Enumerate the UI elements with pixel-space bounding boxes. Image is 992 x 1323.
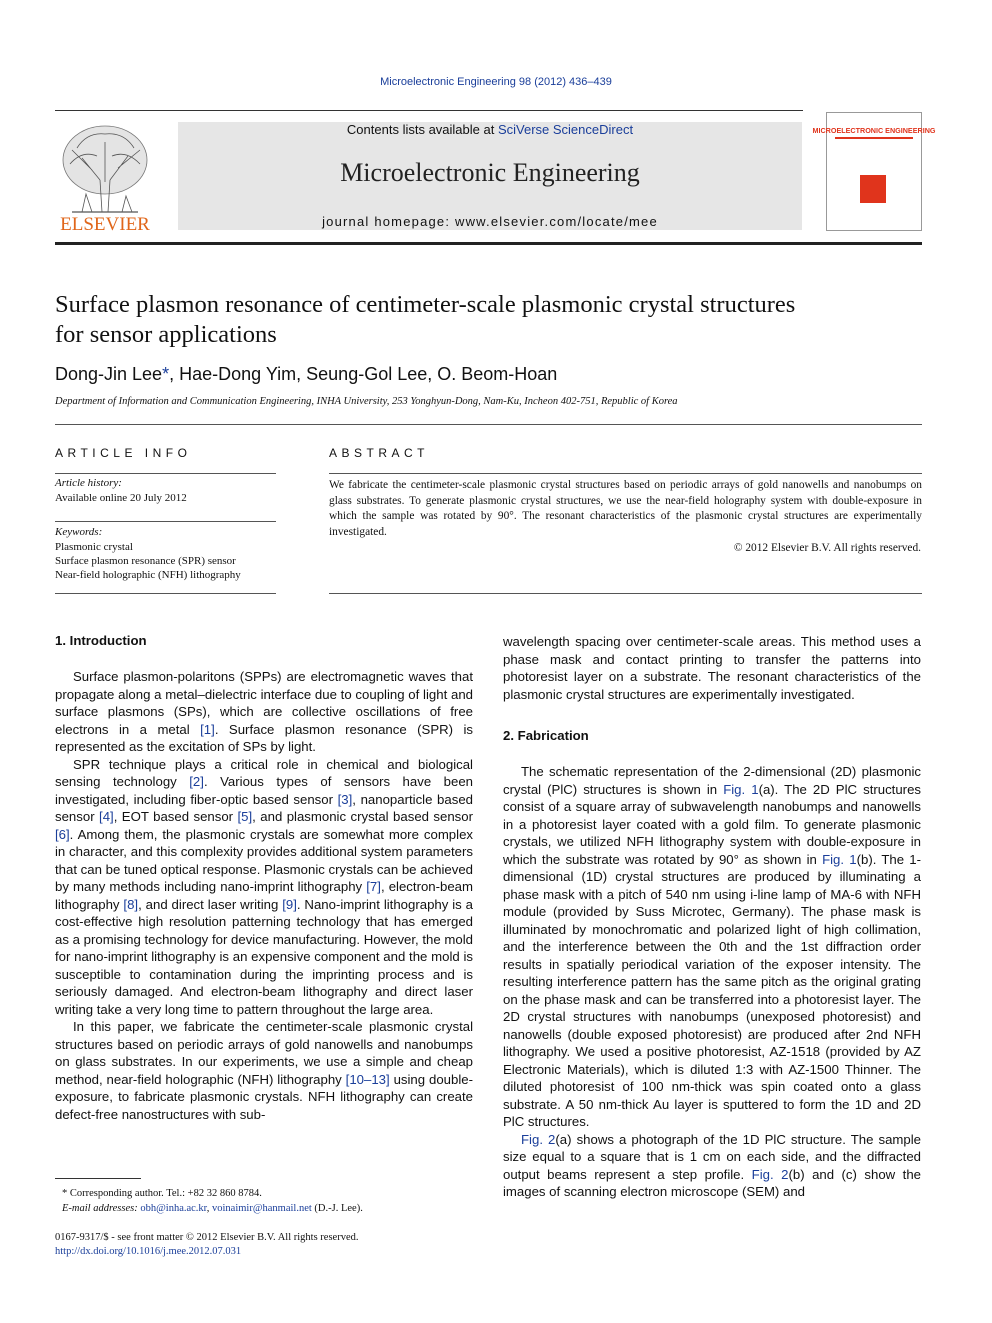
journal-homepage [178, 214, 802, 229]
right-column [503, 763, 921, 1201]
author-name: Dong-Jin Lee [55, 364, 163, 384]
citation-link[interactable]: [6] [55, 826, 70, 842]
paragraph: wavelength spacing over centimeter-scale areas. This method uses a phase mask and contact printing to transfer the patterns into photoresist layer on a substrate. The resonant characteristics of the plasmonic crystal structures are experimentally investigated. [503, 634, 921, 702]
abstract-heading: ABSTRACT [329, 446, 430, 460]
elsevier-tree-icon [52, 120, 158, 236]
paragraph: Fig. 2(a) shows a photograph of the 1D PlC structure. The sample size equal to a square that is 1 cm on each side, and the diffracted output beams represent a step profile. Fig. 2(b) and (c) show the images of scanning electron microscope (SEM) and [503, 1131, 921, 1199]
corresponding-author-marker[interactable]: * [162, 364, 170, 384]
homepage-link[interactable]: www.elsevier.com/locate/mee [454, 214, 658, 229]
citation-link[interactable]: [7] [366, 879, 381, 894]
author-list [55, 364, 557, 385]
email-link[interactable]: voinaimir@hanmail.net [212, 1203, 312, 1214]
keywords-label: Keywords: [55, 526, 103, 538]
issn-block [55, 1231, 358, 1259]
left-column [55, 668, 473, 1123]
keyword: Surface plasmon resonance (SPR) sensor [55, 555, 236, 567]
keywords-list [55, 540, 241, 582]
right-column-top [503, 633, 921, 703]
author-names: , Hae-Dong Yim, Seung-Gol Lee, O. Beom-Hoan [169, 364, 558, 384]
contents-line [178, 122, 802, 137]
figure-link[interactable]: Fig. 2 [751, 1166, 789, 1182]
title-line-2: for sensor applications [55, 321, 277, 348]
citation-link[interactable]: [4] [99, 809, 114, 824]
paragraph: The schematic representation of the 2-dimensional (2D) plasmonic crystal (PlC) structures is shown in Fig. 1(a). The 2D PlC structures consist of a square array of subwavelength nanobumps and nanowells in a photoresist layer coated with a gold film. To generate plasmonic crystals, we utilized NFH lithography system with double-exposure in which the substrate was rotated by 90° as shown in Fig. 1(b). The 1-dimensional (1D) crystal structures are produced by illuminating a phase mask with a pitch of 540 nm using i-line lamp of MA-6 with NFH module (provided by Suss Microtec, Germany). The phase mask is illuminated by monochromatic and polarized light of high collimation, and the interference between the 0th and the 1st diffraction order results in spatially periodical variation of the exposer intensity. The resulting interference pattern has the same pitch as the original grating on the phase mask and can be transferred into a photoresist layer. The 2D crystal structures with nanobumps (unexposed photoresist) and nanowells (double exposed photoresist) are produced after 2nd NFH lithography. We used a positive photoresist, AZ-1518 (provided by AZ Electronic Materials), which is diluted 1:3 with AZ-1500 Thinner. The diluted photoresist of 100 nm-thick was spin coated onto a glass substrate. A 50 nm-thick Au layer is sputtered to form the 1D and 2D PlC structures. [503, 764, 922, 1129]
history-label: Article history: [55, 477, 122, 489]
paragraph: SPR technique plays a critical role in chemical and biological sensing technology [2]. Various types of sensors have been investigated, including fiber-optic based sensor [3], nanoparticle based sensor [4], EOT based sensor [5], and plasmonic crystal based sensor [6]. Among them, the plasmonic crystals are somewhat more complex in character, and this complexity provides additional system parameters that can be tuned optical response. Plasmonic crystals can be achieved by many methods including nano-imprint lithography [7], electron-beam lithography [8], and direct laser writing [9]. Nano-imprint lithography is a cost-effective high resolution patterning technology that has emerged as a promising technology for device manufacturing. However, the mold for nano-imprint lithography is an expensive component and the mold is susceptible to contamination during the imprinting process and is seriously damaged. And electron-beam lithography and direct laser writing take a very long time to pattern throughout the large area. [55, 756, 474, 1017]
header-top-rule [55, 110, 803, 111]
article-info-heading: ARTICLE INFO [55, 446, 192, 460]
journal-cover[interactable] [812, 112, 936, 231]
journal-title: Microelectronic Engineering [340, 158, 640, 187]
paragraph: In this paper, we fabricate the centimeter-scale plasmonic crystal structures based on periodic arrays of gold nanowells and nanobumps on glass substrates. In our experiments, we use a simple and cheap method, near-field holographic (NFH) lithography [10–13] using double-exposure, to fabricate plasmonic crystals. NFH lithography can create defect-free nanostructures with sub- [55, 1019, 473, 1122]
paragraph: Surface plasmon-polaritons (SPPs) are electromagnetic waves that propagate along a metal–dielectric interface due to coupling of light and surface plasmons (SPs), which are collective oscillations of free electrons in a metal [1]. Surface plasmon resonance (SPR) is represented as the excitation of SPs by light. [55, 669, 473, 754]
copyright: © 2012 Elsevier B.V. All rights reserved. [733, 542, 921, 554]
divider [329, 473, 922, 474]
doi-link[interactable]: http://dx.doi.org/10.1016/j.mee.2012.07.031 [55, 1246, 242, 1257]
issn-line: 0167-9317/$ - see front matter © 2012 Elsevier B.V. All rights reserved. [55, 1232, 359, 1243]
citation-link[interactable]: [9] [282, 896, 297, 912]
citation-link[interactable]: [2] [189, 774, 204, 789]
elsevier-wordmark: ELSEVIER [60, 214, 150, 235]
divider [55, 521, 276, 522]
journal-cover-image [812, 113, 936, 230]
elsevier-logo [52, 120, 158, 236]
divider [55, 593, 276, 594]
journal-reference[interactable]: Microelectronic Engineering 98 (2012) 436–439 [380, 76, 612, 88]
cover-title: MICROELECTRONIC ENGINEERING [812, 126, 936, 135]
footnote-rule [55, 1178, 141, 1179]
email-note: E-mail addresses: obh@inha.ac.kr, voinaimir@hanmail.net (D.-J. Lee). [62, 1203, 363, 1214]
keyword: Near-field holographic (NFH) lithography [55, 569, 241, 581]
divider [329, 593, 922, 594]
affiliation: Department of Information and Communication Engineering, INHA University, 253 Yonghyun-Dong, Nam-Ku, Incheon 402-751, Republic of Korea [55, 396, 678, 407]
figure-link[interactable]: Fig. 2 [521, 1131, 556, 1147]
figure-link[interactable]: Fig. 1 [822, 851, 857, 867]
figure-link[interactable]: Fig. 1 [723, 781, 759, 797]
divider [55, 473, 276, 474]
citation-link[interactable]: [1] [200, 721, 215, 737]
footnotes [62, 1186, 363, 1216]
header-bottom-rule [55, 242, 922, 245]
homepage-prefix: journal homepage: [322, 214, 455, 229]
section-heading: 1. Introduction [55, 633, 147, 648]
corresponding-author-note: * Corresponding author. Tel.: +82 32 860 8784. [62, 1188, 262, 1199]
abstract-text: We fabricate the centimeter-scale plasmonic crystal structures based on periodic arrays of gold nanowells and nanobumps on glass substrates. To generate plasmonic crystal structures, we use the near-field holography system with double-exposure in which the sample was rotated by 90°. The resonant characteristics of the plasmonic crystal structures are experimentally investigated. [329, 479, 922, 539]
citation-link[interactable]: [3] [337, 791, 353, 807]
paper-title [55, 290, 915, 350]
title-line-1: Surface plasmon resonance of centimeter-scale plasmonic crystal structures [55, 291, 796, 318]
citation-link[interactable]: [5] [237, 809, 253, 824]
sciencedirect-link[interactable]: SciVerse ScienceDirect [497, 122, 634, 137]
citation-link[interactable]: [10–13] [345, 1071, 390, 1087]
keyword: Plasmonic crystal [55, 541, 133, 553]
citation-link[interactable]: [8] [123, 896, 139, 912]
email-label: E-mail addresses: [62, 1203, 141, 1214]
history-value: Available online 20 July 2012 [55, 492, 187, 504]
divider [55, 424, 922, 425]
section-heading: 2. Fabrication [503, 728, 589, 743]
email-link[interactable]: obh@inha.ac.kr [140, 1203, 207, 1214]
contents-prefix: Contents lists available at [346, 122, 498, 137]
